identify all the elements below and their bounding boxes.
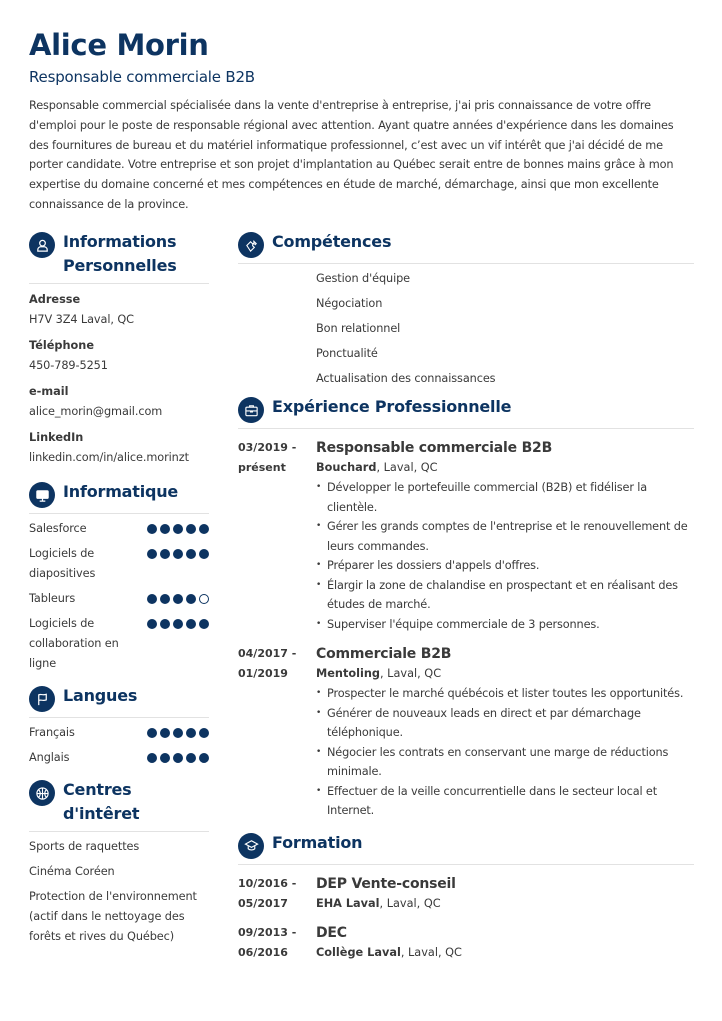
section-title: Informations Personnelles	[63, 232, 177, 275]
date-start: 09/2013 -	[238, 925, 297, 939]
experience-section	[238, 395, 694, 821]
section-title: Langues	[63, 686, 138, 705]
right-column	[238, 230, 694, 963]
section-header	[238, 230, 694, 264]
section-header	[29, 778, 209, 832]
monitor-icon	[29, 482, 55, 508]
section-title: Expérience Professionnelle	[272, 397, 512, 416]
section-header	[29, 480, 209, 514]
rating-dots	[147, 723, 209, 738]
experience-entry	[238, 438, 694, 634]
employer-location: , Laval, QC	[379, 667, 442, 680]
rating-label: Logiciels de collaboration en ligne	[29, 617, 119, 670]
job-title: Responsable commerciale B2B	[316, 440, 553, 456]
school-location: , Laval, QC	[400, 945, 462, 959]
rating-dots	[147, 544, 209, 559]
bullet-item: • Développer le portefeuille commercial (B2B) et fidéliser la clientèle.	[316, 478, 694, 517]
date-end: 06/2016	[238, 945, 288, 959]
interest-item: Protection de l'environnement (actif dans le nettoyage des forêts et rives du Québec)	[29, 890, 197, 943]
education-entry	[238, 923, 694, 963]
date-start: 03/2019 -	[238, 441, 297, 454]
rating-dots	[147, 614, 209, 629]
rating-row	[29, 519, 209, 539]
entry-body	[316, 923, 694, 963]
candidate-name: Alice Morin	[29, 28, 209, 62]
employer-location: , Laval, QC	[376, 461, 438, 474]
skill-item: Négociation	[316, 297, 383, 310]
phone-value: 450-789-5251	[29, 359, 108, 372]
email-label: e-mail	[29, 385, 69, 398]
email-link[interactable]: alice_morin@gmail.com	[29, 405, 163, 418]
personal-info-section	[29, 230, 209, 468]
rating-row	[29, 544, 209, 584]
school	[316, 943, 694, 963]
rating-label: Tableurs	[29, 592, 76, 605]
rating-row	[29, 748, 209, 768]
date-start: 04/2017 -	[238, 647, 297, 660]
responsibilities-list	[316, 684, 694, 821]
bullet-item: • Préparer les dossiers d'appels d'offres.	[316, 556, 694, 576]
rating-row	[29, 723, 209, 743]
linkedin-link[interactable]: linkedin.com/in/alice.morinzt	[29, 451, 189, 464]
experience-entry	[238, 644, 694, 821]
skill-item: Gestion d'équipe	[316, 272, 411, 285]
left-column	[29, 230, 209, 947]
bullet-item: • Prospecter le marché québécois et lister toutes les opportunités.	[316, 684, 694, 704]
entry-date	[238, 923, 316, 963]
bullet-item: • Effectuer de la veille concurrentielle dans le secteur local et Internet.	[316, 782, 694, 821]
skills-section	[238, 230, 694, 389]
bullet-item: • Élargir la zone de chalandise en prospectant et en réalisant des études de marché.	[316, 576, 694, 615]
employer	[316, 664, 694, 684]
section-title: Centres d'intêret	[63, 780, 140, 823]
entry-body	[316, 438, 694, 634]
rating-dots	[147, 589, 209, 604]
date-end: 01/2019	[238, 667, 288, 680]
skill-item: Ponctualité	[316, 347, 378, 360]
responsibilities-list	[316, 478, 694, 634]
flag-icon	[29, 686, 55, 712]
entry-body	[316, 874, 694, 914]
date-start: 10/2016 -	[238, 876, 297, 890]
section-header	[29, 230, 209, 284]
education-section	[238, 831, 694, 963]
employer-name: Bouchard	[316, 461, 377, 474]
interests-section	[29, 778, 209, 947]
job-title: Commerciale B2B	[316, 646, 452, 662]
interest-item: Cinéma Coréen	[29, 865, 115, 878]
bullet-item: • Négocier les contrats en conservant une marge de réductions minimale.	[316, 743, 694, 782]
graduation-cap-icon	[238, 833, 264, 859]
employer	[316, 458, 694, 478]
interest-item: Sports de raquettes	[29, 840, 140, 853]
section-title: Informatique	[63, 482, 179, 501]
person-icon	[29, 232, 55, 258]
entry-date	[238, 438, 316, 634]
phone-label: Téléphone	[29, 339, 94, 352]
rating-label: Logiciels de diapositives	[29, 547, 96, 580]
resume-header	[29, 26, 694, 215]
education-entry	[238, 874, 694, 914]
puzzle-icon	[238, 232, 264, 258]
bullet-item: • Générer de nouveaux leads en direct et par démarchage téléphonique.	[316, 704, 694, 743]
rating-label: Français	[29, 726, 75, 739]
rating-dots	[147, 748, 209, 763]
degree-title: DEP Vente-conseil	[316, 875, 456, 892]
degree-title: DEC	[316, 924, 347, 941]
address-value: H7V 3Z4 Laval, QC	[29, 313, 134, 326]
section-header	[29, 684, 209, 718]
languages-section	[29, 684, 209, 768]
rating-row	[29, 614, 209, 674]
entry-date	[238, 874, 316, 914]
candidate-title: Responsable commerciale B2B	[29, 68, 255, 86]
section-title: Formation	[272, 832, 363, 852]
linkedin-label: LinkedIn	[29, 431, 84, 444]
section-title: Compétences	[272, 232, 392, 251]
skill-item: Bon relationnel	[316, 322, 401, 335]
entry-body	[316, 644, 694, 821]
skill-item: Actualisation des connaissances	[316, 372, 496, 385]
address-label: Adresse	[29, 293, 81, 306]
skills-list	[238, 269, 694, 389]
section-header	[238, 831, 694, 865]
bullet-item: • Superviser l'équipe commerciale de 3 personnes.	[316, 615, 694, 635]
school-name: Collège Laval	[316, 945, 401, 959]
bullet-item: • Gérer les grands comptes de l'entreprise et le renouvellement de leurs commandes.	[316, 517, 694, 556]
rating-label: Anglais	[29, 751, 70, 764]
basketball-icon	[29, 780, 55, 806]
employer-name: Mentoling	[316, 667, 380, 680]
rating-dots	[147, 519, 209, 534]
date-end: présent	[238, 461, 286, 474]
school-name: EHA Laval	[316, 896, 380, 910]
rating-row	[29, 589, 209, 609]
section-header	[238, 395, 694, 429]
it-skills-section	[29, 480, 209, 674]
briefcase-icon	[238, 397, 264, 423]
date-end: 05/2017	[238, 896, 288, 910]
profile-summary: Responsable commercial spécialisée dans la vente d'entreprise à entreprise, j'ai pris connaissance de votre offre d'emploi pour le poste de responsable régional avec attention. Ayant quatre années d'expérience dans les domaines des fournitures de bureau et du matériel informatique professionnel, c’est avec un vif intérêt que j'ai décidé de me porter candidate. Votre entreprise et son projet d'implantation au Québec serait entre de bonnes mains grâce à mon expertise du domaine concerné et mes compétences en étude de marché, démarchage, ainsi que mon excellente connaissance de la province.	[29, 99, 674, 211]
school-location: , Laval, QC	[379, 896, 441, 910]
entry-date	[238, 644, 316, 821]
rating-label: Salesforce	[29, 522, 87, 535]
school	[316, 894, 694, 914]
